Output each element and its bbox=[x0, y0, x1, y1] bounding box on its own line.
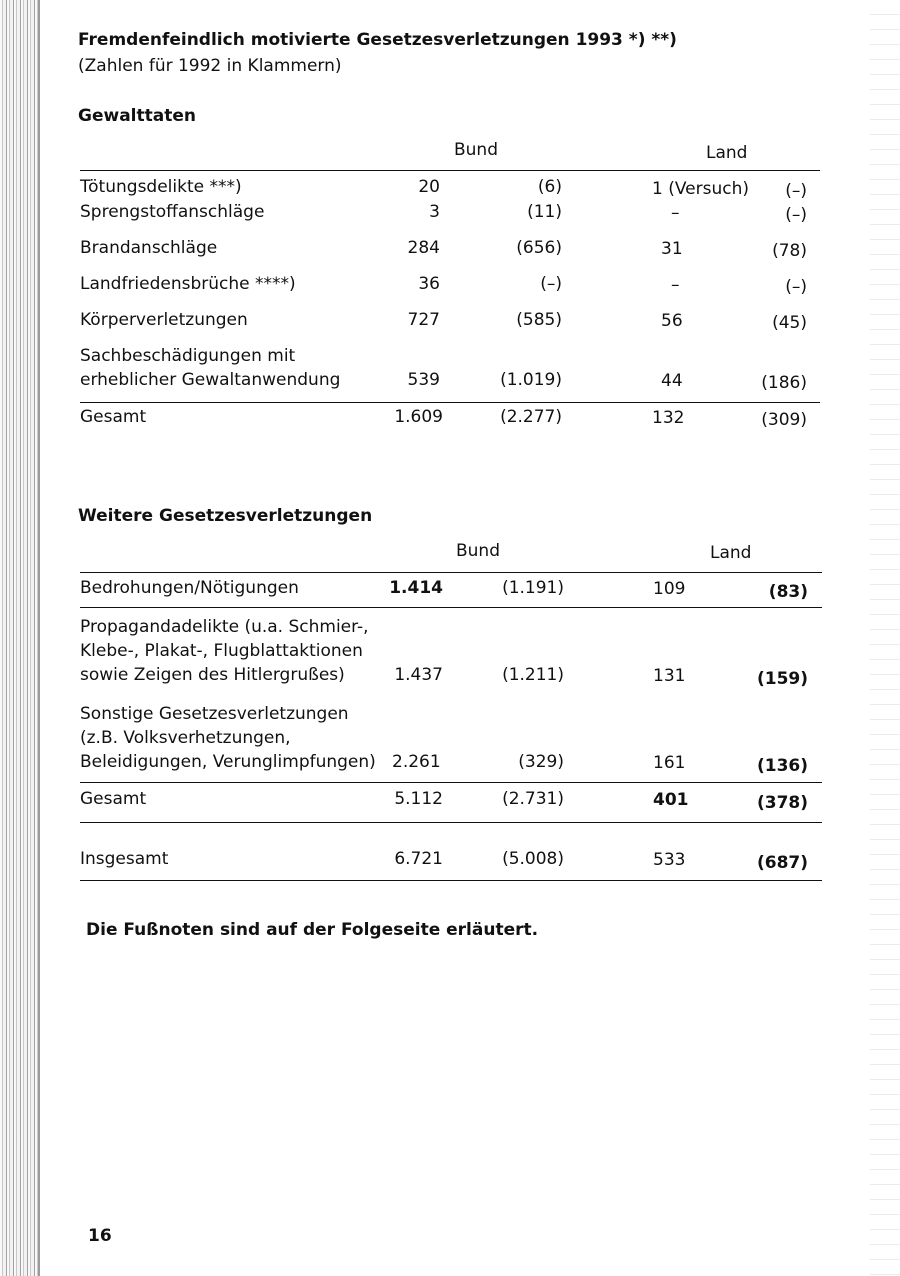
row-label-line-2: (z.B. Volksverhetzungen, bbox=[80, 728, 291, 748]
page-title: Fremdenfeindlich motivierte Gesetzesverletzungen 1993 *) **) bbox=[78, 30, 677, 50]
row-label-line-1: Sonstige Gesetzesverletzungen bbox=[80, 704, 349, 724]
header-rule bbox=[80, 572, 822, 573]
header-rule bbox=[80, 170, 820, 171]
total-rule bbox=[80, 782, 822, 783]
value-bund-prev: (1.191) bbox=[502, 578, 564, 598]
value-land-prev: (136) bbox=[756, 756, 808, 776]
value-bund: 1.414 bbox=[389, 578, 443, 598]
grand-total-rule bbox=[80, 880, 822, 881]
book-spine-edge bbox=[38, 0, 40, 1276]
row-label: Bedrohungen/Nötigungen bbox=[80, 578, 299, 598]
total-label: Gesamt bbox=[80, 407, 147, 427]
section-heading-gewalttaten: Gewalttaten bbox=[78, 106, 196, 126]
row-label-line-1: Sachbeschädigungen mit bbox=[80, 346, 296, 366]
column-group-bund: Bund bbox=[456, 541, 501, 561]
row-rule bbox=[80, 607, 822, 608]
value-land-prev: (–) bbox=[785, 205, 807, 225]
value-land: 1 (Versuch) bbox=[652, 179, 749, 199]
value-bund: 1.437 bbox=[394, 665, 443, 685]
value-land-prev: (–) bbox=[785, 181, 807, 201]
total-land: 132 bbox=[652, 408, 685, 428]
footnote-note: Die Fußnoten sind auf der Folgeseite erläutert. bbox=[86, 920, 539, 940]
value-land: 44 bbox=[661, 371, 683, 391]
total-bund: 1.609 bbox=[394, 407, 443, 427]
grand-total-land-prev: (687) bbox=[756, 853, 808, 873]
page-number: 16 bbox=[88, 1226, 112, 1246]
value-bund-prev: (11) bbox=[527, 202, 562, 222]
row-label-line-3: sowie Zeigen des Hitlergrußes) bbox=[80, 665, 345, 685]
value-bund-prev: (585) bbox=[516, 310, 562, 330]
total-land-prev: (309) bbox=[761, 410, 807, 430]
row-label-line-2: Klebe-, Plakat-, Flugblattaktionen bbox=[80, 641, 363, 661]
value-land-prev: (45) bbox=[772, 313, 807, 333]
row-label-line-2: erheblicher Gewaltanwendung bbox=[80, 370, 341, 390]
value-land: – bbox=[671, 203, 680, 223]
value-land: 31 bbox=[661, 239, 683, 259]
total-land: 401 bbox=[653, 790, 689, 810]
value-bund: 539 bbox=[407, 370, 440, 390]
row-label-line-3: Beleidigungen, Verunglimpfungen) bbox=[80, 752, 376, 772]
value-land: 56 bbox=[661, 311, 683, 331]
row-label-line-1: Propagandadelikte (u.a. Schmier-, bbox=[80, 617, 369, 637]
value-land-prev: (159) bbox=[756, 669, 808, 689]
value-bund-prev: (1.019) bbox=[500, 370, 562, 390]
value-bund: 36 bbox=[418, 274, 440, 294]
row-label: Brandanschläge bbox=[80, 238, 218, 258]
value-bund: 3 bbox=[429, 202, 440, 222]
total-rule-bottom bbox=[80, 822, 822, 823]
value-bund-prev: (656) bbox=[516, 238, 562, 258]
column-group-land: Land bbox=[710, 543, 752, 563]
value-land: 109 bbox=[653, 579, 686, 599]
book-spine-shadow bbox=[0, 0, 40, 1276]
total-bund-prev: (2.277) bbox=[500, 407, 562, 427]
total-bund-prev: (2.731) bbox=[502, 789, 564, 809]
row-label: Sprengstoffanschläge bbox=[80, 202, 265, 222]
total-rule bbox=[80, 402, 820, 403]
total-bund: 5.112 bbox=[394, 789, 443, 809]
value-bund: 284 bbox=[407, 238, 440, 258]
total-label: Gesamt bbox=[80, 789, 147, 809]
grand-total-bund-prev: (5.008) bbox=[502, 849, 564, 869]
section-heading-weitere: Weitere Gesetzesverletzungen bbox=[78, 506, 373, 526]
page-subtitle: (Zahlen für 1992 in Klammern) bbox=[78, 56, 342, 76]
value-land-prev: (83) bbox=[768, 582, 808, 602]
value-bund: 2.261 bbox=[392, 752, 441, 772]
value-land: 161 bbox=[653, 753, 686, 773]
value-land: – bbox=[671, 275, 680, 295]
scan-edge-noise bbox=[870, 0, 900, 1276]
value-bund-prev: (6) bbox=[537, 177, 562, 197]
value-land-prev: (186) bbox=[761, 373, 807, 393]
grand-total-land: 533 bbox=[653, 850, 686, 870]
value-land-prev: (78) bbox=[772, 241, 807, 261]
row-label: Tötungsdelikte ***) bbox=[80, 177, 242, 197]
value-bund-prev: (329) bbox=[518, 752, 564, 772]
value-bund: 20 bbox=[418, 177, 440, 197]
value-land-prev: (–) bbox=[785, 277, 807, 297]
column-group-bund: Bund bbox=[454, 140, 499, 160]
grand-total-label: Insgesamt bbox=[80, 849, 169, 869]
value-bund-prev: (1.211) bbox=[502, 665, 564, 685]
value-bund: 727 bbox=[407, 310, 440, 330]
column-group-land: Land bbox=[706, 143, 748, 163]
grand-total-bund: 6.721 bbox=[394, 849, 443, 869]
row-label: Körperverletzungen bbox=[80, 310, 248, 330]
value-land: 131 bbox=[653, 666, 686, 686]
row-label: Landfriedensbrüche ****) bbox=[80, 274, 296, 294]
value-bund-prev: (–) bbox=[540, 274, 562, 294]
total-land-prev: (378) bbox=[756, 793, 808, 813]
